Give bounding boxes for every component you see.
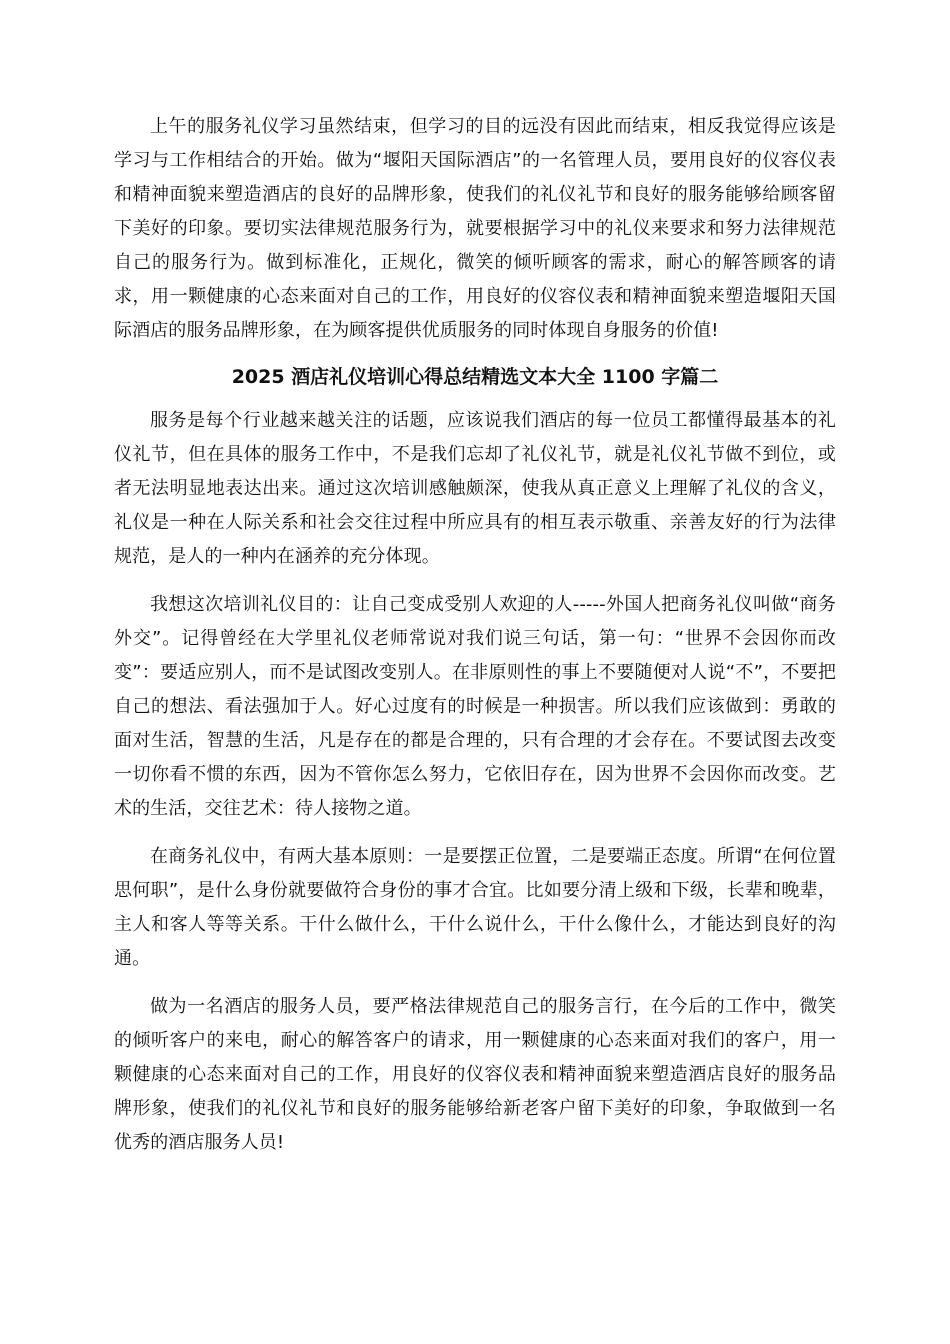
paragraph-1: 上午的服务礼仪学习虽然结束，但学习的目的远没有因此而结束，相反我觉得应该是学习与工作相结合的开始。做为“堰阳天国际酒店”的一名管理人员，要用良好的仪容仪表和精神面貌来塑造酒店的良好的品牌形象，使我们的礼仪礼节和良好的服务能够给顾客留下美好的印象。要切实法律规范服务行为，就要根据学习中的礼仪来要求和努力法律规范自己的服务行为。做到标准化，正规化，微笑的倾听顾客的需求，耐心的解答顾客的请求，用一颗健康的心态来面对自己的工作，用良好的仪容仪表和精神面貌来塑造堰阳天国际酒店的服务品牌形象，在为顾客提供优质服务的同时体现自身服务的价值! [114, 116, 836, 341]
paragraph-5: 做为一名酒店的服务人员，要严格法律规范自己的服务言行，在今后的工作中，微笑的倾听客户的来电，耐心的解答客户的请求，用一颗健康的心态来面对我们的客户，用一颗健康的心态来面对自己的工作，用良好的仪容仪表和精神面貌来塑造酒店良好的服务品牌形象，使我们的礼仪礼节和良好的服务能够给新老客户留下美好的印象，争取做到一名优秀的酒店服务人员! [114, 996, 836, 1153]
section-heading: 2025 酒店礼仪培训心得总结精选文本大全 1100 字篇二 [231, 366, 719, 388]
paragraph-3: 我想这次培训礼仪目的：让自己变成受别人欢迎的人-----外国人把商务礼仪叫做“商务外交”。记得曾经在大学里礼仪老师常说对我们说三句话，第一句：“世界不会因你而改变”：要适应别人，而不是试图改变别人。在非原则性的事上不要随便对人说“不”，不要把自己的想法、看法强加于人。好心过度有的时候是一种损害。所以我们应该做到：勇敢的面对生活，智慧的生活，凡是存在的都是合理的，只有合理的才会存在。不要试图去改变一切你看不惯的东西，因为不管你怎么努力，它依旧存在，因为世界不会因你而改变。艺术的生活，交往艺术：待人接物之道。 [114, 594, 836, 819]
paragraph-2: 服务是每个行业越来越关注的话题，应该说我们酒店的每一位员工都懂得最基本的礼仪礼节，但在具体的服务工作中，不是我们忘却了礼仪礼节，就是礼仪礼节做不到位，或者无法明显地表达出来。通过这次培训感触颇深，使我从真正意义上理解了礼仪的含义，礼仪是一种在人际关系和社会交往过程中所应具有的相互表示敬重、亲善友好的行为法律规范，是人的一种内在涵养的充分体现。 [114, 410, 836, 567]
document-page [114, 110, 836, 1160]
paragraph-4: 在商务礼仪中，有两大基本原则：一是要摆正位置，二是要端正态度。所谓“在何位置思何职”，是什么身份就要做符合身份的事才合宜。比如要分清上级和下级，长辈和晚辈，主人和客人等等关系。干什么做什么，干什么说什么，干什么像什么，才能达到良好的沟通。 [114, 846, 836, 969]
